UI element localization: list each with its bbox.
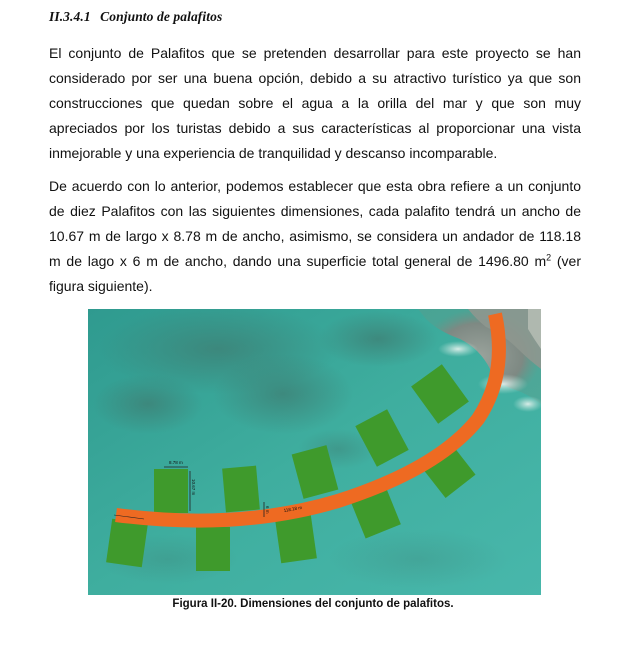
palafitos-figure	[88, 309, 541, 595]
paragraph-dimensions-end: (ver figura siguiente).	[49, 253, 581, 294]
palafito	[154, 469, 188, 513]
section-heading	[49, 9, 222, 25]
palafito	[275, 515, 317, 564]
paragraph-dimensions-text: De acuerdo con lo anterior, podemos establecer que esta obra refiere a un conjunto de diez Palafitos con las siguientes dimensiones, cada palafito tendrá un ancho de 10.67 m de largo x 8.78 m de ancho, asimismo, se considera un andador de 118.18 m de lago x 6 m de ancho, dando una superficie total general de 1496.80 m	[49, 178, 581, 269]
figure-caption	[0, 598, 626, 610]
dim-length-label: 10.67 m	[191, 479, 196, 496]
dim-walkway-length-label: 118.18 m	[283, 504, 303, 513]
reef-patch	[318, 311, 438, 367]
section-number: II.3.4.1	[49, 9, 91, 24]
paragraph-dimensions	[49, 174, 581, 299]
reef-patch	[328, 529, 508, 589]
palafito	[106, 519, 148, 568]
figure-caption-text: Figura II-20. Dimensiones del conjunto de palafitos.	[172, 598, 454, 610]
palafito	[196, 527, 230, 571]
section-title: Conjunto de palafitos	[100, 9, 223, 24]
reef-patch	[93, 374, 203, 434]
aerial-plan-image	[88, 309, 541, 595]
dim-walkway-width-label: 6 m	[265, 506, 270, 514]
dim-width-label: 8.78 m	[169, 460, 183, 465]
paragraph-intro: El conjunto de Palafitos que se pretenden desarrollar para este proyecto se han considerado por ser una buena opción, debido a su atractivo turístico ya que son construcciones que quedan sobre el agua a la orilla del mar y que son muy apreciados por los turistas debido a sus características al proporcionar una vista inmejorable y una experiencia de tranquilidad y descanso incomparable.	[49, 45, 581, 161]
superscript-squared: 2	[546, 252, 552, 263]
wave-foam	[438, 341, 478, 357]
reef-patch	[213, 354, 353, 434]
palafito	[222, 466, 260, 513]
